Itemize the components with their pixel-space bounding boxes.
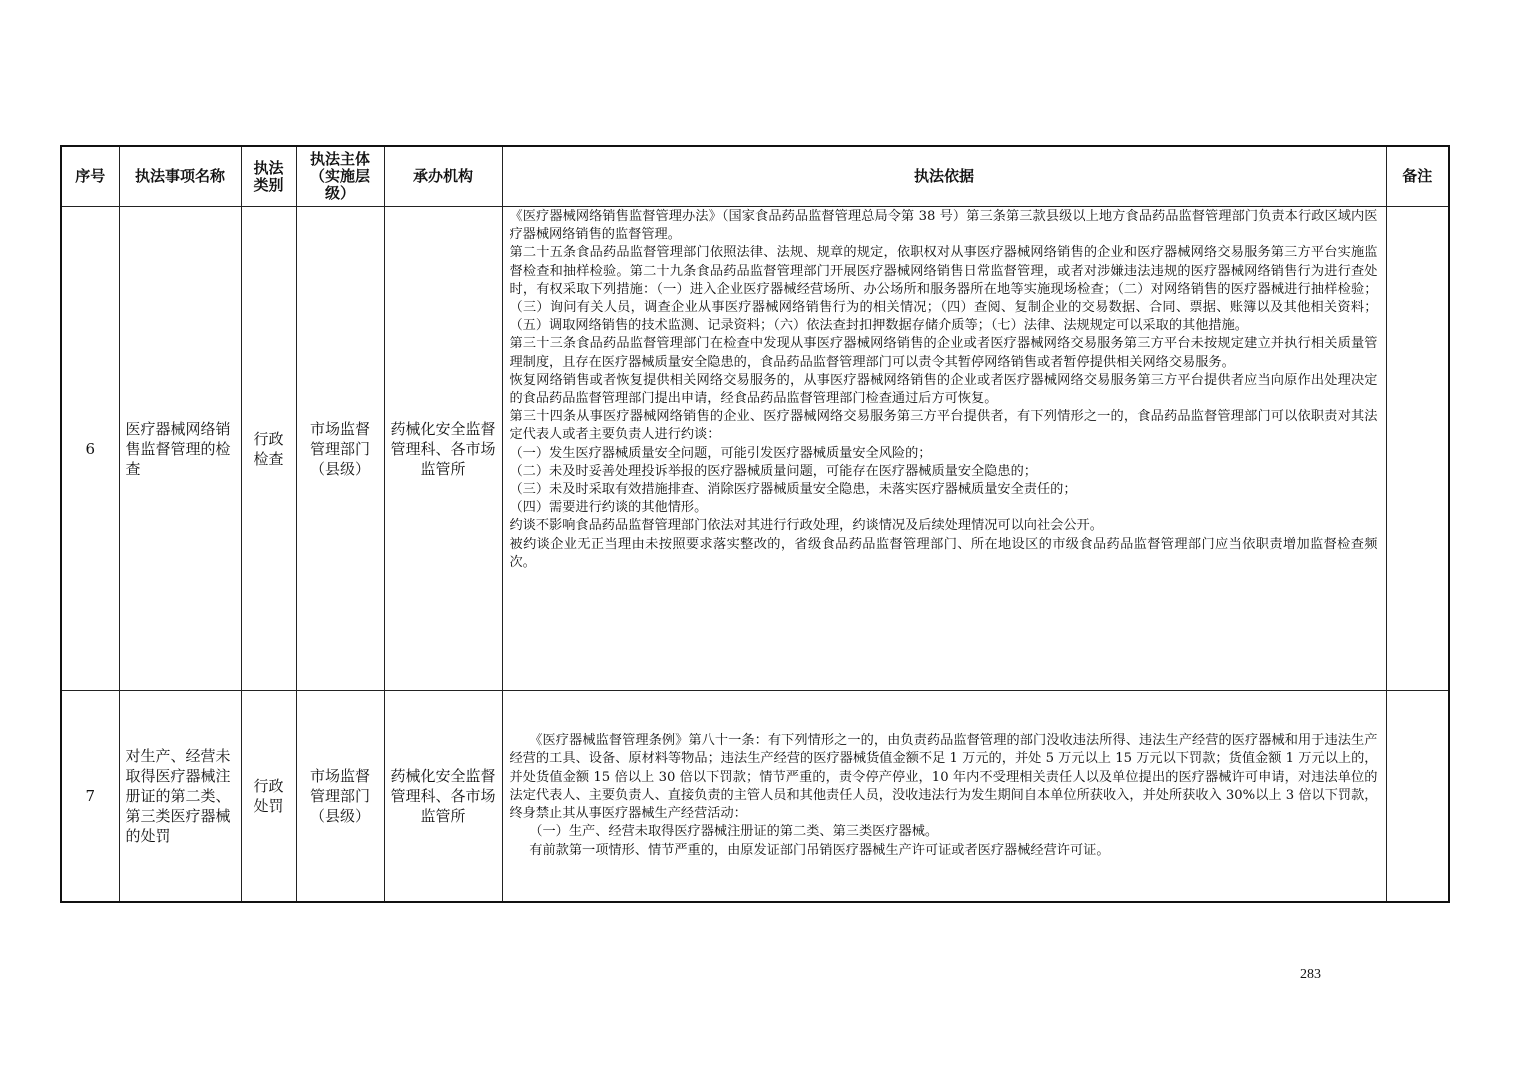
basis-paragraph: （三）未及时采取有效措施排查、消除医疗器械质量安全隐患，未落实医疗器械质量安全责任的； xyxy=(509,482,1077,498)
basis-paragraph: 被约谈企业无正当理由未按照要求落实整改的，省级食品药品监督管理部门、所在地设区的市级食品药品监督管理部门应当依职责增加监督检查频次。 xyxy=(509,536,1378,570)
enforcement-table xyxy=(60,145,1450,903)
row-category xyxy=(241,207,296,691)
basis-paragraph: （一）生产、经营未取得医疗器械注册证的第二类、第三类医疗器械。 xyxy=(529,824,939,840)
basis-paragraph: 第二十五条食品药品监督管理部门依照法律、法规、规章的规定，依职权对从事医疗器械网络销售的企业和医疗器械网络交易服务第三方平台实施监督检查和抽样检验。第二十九条食品药品监督管理部门开展医疗器械网络销售日常监督管理，或者对涉嫌违法违规的医疗器械网络销售行为进行查处时，有权采取下列措施：（一）进入企业医疗器械经营场所、办公场所和服务器所在地等实施现场检查；（二）对网络销售的医疗器械进行抽样检验；（三）询问有关人员，调查企业从事医疗器械网络销售行为的相关情况；（四）查阅、复制企业的交易数据、合同、票据、账簿以及其他相关资料；（五）调取网络销售的技术监测、记录资料；（六）依法查封扣押数据存储介质等；（七）法律、法规规定可以采取的其他措施。 xyxy=(509,245,1378,334)
basis-paragraph: 《医疗器械监督管理条例》第八十一条：有下列情形之一的，由负责药品监督管理的部门没收违法所得、违法生产经营的医疗器械和用于违法生产经营的工具、设备、原材料等物品；违法生产经营的医疗器械货值金额不足 1 万元的，并处 5 万元以上 15 万元以下罚款；货值金额 1 万元以上的，并处货值金额 15 倍以上 30 倍以下罚款；情节严重的，责令停产停业，10 年内不受理相关责任人以及单位提出的医疗器械许可申请，对违法单位的法定代表人、主要负责人、直接负责的主管人员和其他责任人员，没收违法行为发生期间自本单位所获收入，并处所获收入 30%以上 3 倍以下罚款，终身禁止其从事医疗器械生产经营活动： xyxy=(509,733,1378,822)
row-subject xyxy=(296,207,384,691)
row-category-label: 行政检查 xyxy=(253,429,284,468)
row-category-label: 行政处罚 xyxy=(253,777,284,815)
basis-paragraph: 第三十四条从事医疗器械网络销售的企业、医疗器械网络交易服务第三方平台提供者，有下列情形之一的，食品药品监督管理部门可以依职责对其法定代表人或者主要负责人进行约谈： xyxy=(509,409,1378,443)
row-item-name: 医疗器械网络销售监督管理的检查 xyxy=(119,207,241,691)
row-note xyxy=(1386,207,1449,691)
table-row xyxy=(61,691,1449,903)
basis-paragraph: 约谈不影响食品药品监督管理部门依法对其进行行政处理，约谈情况及后续处理情况可以向社会公开。 xyxy=(509,518,1103,534)
row-basis xyxy=(502,691,1386,903)
row-seq: 7 xyxy=(61,691,119,903)
header-category-label: 执法类别 xyxy=(253,158,284,194)
header-basis: 执法依据 xyxy=(502,146,1386,207)
basis-paragraph: （二）未及时妥善处理投诉举报的医疗器械质量问题，可能存在医疗器械质量安全隐患的； xyxy=(509,463,1037,479)
basis-paragraph: （一）发生医疗器械质量安全问题，可能引发医疗器械质量安全风险的； xyxy=(509,445,932,461)
table-row xyxy=(61,207,1449,691)
row-subject-label: 市场监督管理部门（县级） xyxy=(310,767,371,825)
row-category xyxy=(241,691,296,903)
row-subject xyxy=(296,691,384,903)
row-note xyxy=(1386,691,1449,903)
basis-paragraph: （四）需要进行约谈的其他情形。 xyxy=(509,500,708,516)
row-basis xyxy=(502,207,1386,691)
page-number: 283 xyxy=(1300,967,1321,982)
row-seq: 6 xyxy=(61,207,119,691)
header-subject-label: 执法主体（实施层级） xyxy=(310,150,371,202)
header-category xyxy=(241,146,296,207)
header-row xyxy=(61,146,1449,207)
basis-paragraph: 第三十三条食品药品监督管理部门在检查中发现从事医疗器械网络销售的企业或者医疗器械网络交易服务第三方平台未按规定建立并执行相关质量管理制度，且存在医疗器械质量安全隐患的，食品药品监督管理部门可以责令其暂停网络销售或者暂停提供相关网络交易服务。 xyxy=(509,336,1378,370)
row-agency: 药械化安全监督管理科、各市场监管所 xyxy=(384,207,502,691)
row-subject-label: 市场监督管理部门（县级） xyxy=(310,419,371,478)
row-item-name: 对生产、经营未取得医疗器械注册证的第二类、第三类医疗器械的处罚 xyxy=(119,691,241,903)
header-seq: 序号 xyxy=(61,146,119,207)
row-agency: 药械化安全监督管理科、各市场监管所 xyxy=(384,691,502,903)
basis-paragraph: 恢复网络销售或者恢复提供相关网络交易服务的，从事医疗器械网络销售的企业或者医疗器械网络交易服务第三方平台提供者应当向原作出处理决定的食品药品监督管理部门提出申请，经食品药品监督管理部门检查通过后方可恢复。 xyxy=(509,372,1378,407)
header-subject xyxy=(296,146,384,207)
header-item-name: 执法事项名称 xyxy=(119,146,241,207)
basis-paragraph: 有前款第一项情形、情节严重的，由原发证部门吊销医疗器械生产许可证或者医疗器械经营许可证。 xyxy=(529,842,1110,858)
header-agency: 承办机构 xyxy=(384,146,502,207)
header-note: 备注 xyxy=(1386,146,1449,207)
basis-paragraph: 《医疗器械网络销售监督管理办法》（国家食品药品监督管理总局令第 38 号）第三条第三款县级以上地方食品药品监督管理部门负责本行政区域内医疗器械网络销售的监督管理。 xyxy=(509,209,1378,243)
